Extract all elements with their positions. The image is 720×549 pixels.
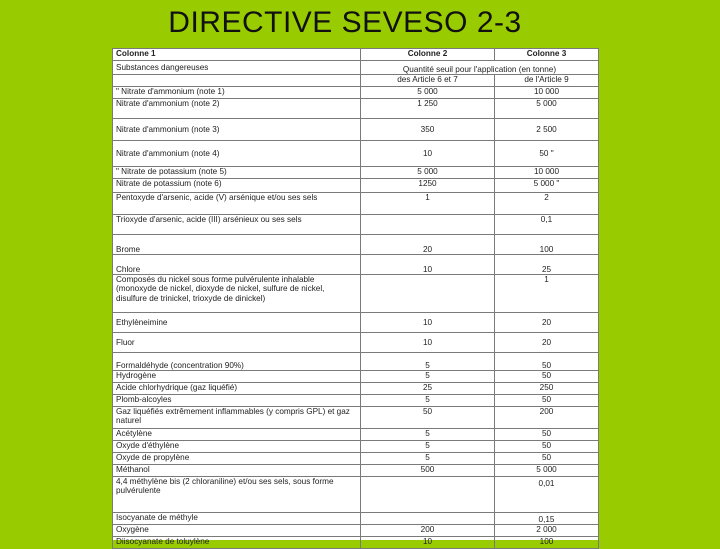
table-row	[113, 333, 599, 353]
cell-substance: " Nitrate d'ammonium (note 1)	[113, 87, 361, 99]
cell-col3: 50	[495, 453, 599, 465]
table-row	[113, 87, 599, 99]
cell-col3: 0,1	[495, 215, 599, 235]
table-row	[113, 167, 599, 179]
cell-col2: 5 000	[361, 87, 495, 99]
table-subheader-row	[113, 61, 599, 75]
cell-col3: 0,15	[495, 513, 599, 525]
cell-col3: 2 500	[495, 119, 599, 141]
table-row	[113, 235, 599, 255]
cell-col2: 5 000	[361, 167, 495, 179]
cell-col2: 5	[361, 429, 495, 441]
cell-substance: Nitrate d'ammonium (note 2)	[113, 99, 361, 119]
cell-col3: 0,01	[495, 477, 599, 513]
cell-col2: 500	[361, 465, 495, 477]
cell-col2: 350	[361, 119, 495, 141]
table-row	[113, 525, 599, 537]
cell-col3: 2	[495, 193, 599, 215]
cell-col2	[361, 513, 495, 525]
cell-col3: 2 000	[495, 525, 599, 537]
table-row	[113, 179, 599, 193]
table-row	[113, 119, 599, 141]
header-colonne-3: Colonne 3	[495, 49, 599, 61]
cell-col3: 50	[495, 395, 599, 407]
cell-substance: Oxyde de propylène	[113, 453, 361, 465]
cell-col2: 10	[361, 537, 495, 549]
cell-col3: 10 000	[495, 87, 599, 99]
cell-col3: 100	[495, 537, 599, 549]
cell-col3: 50	[495, 371, 599, 383]
cell-substance: Oxygène	[113, 525, 361, 537]
cell-col2: 20	[361, 235, 495, 255]
cell-col2: 25	[361, 383, 495, 395]
cell-col2: 5	[361, 453, 495, 465]
cell-substance: Pentoxyde d'arsenic, acide (V) arsénique et/ou ses sels	[113, 193, 361, 215]
cell-col3: 5 000 "	[495, 179, 599, 193]
table-row	[113, 513, 599, 525]
cell-col3: 50	[495, 441, 599, 453]
subheader-substances: Substances dangereuses	[113, 61, 361, 75]
cell-col3: 100	[495, 235, 599, 255]
header-colonne-1: Colonne 1	[113, 49, 361, 61]
cell-substance: Oxyde d'éthylène	[113, 441, 361, 453]
subheader2-c1	[113, 75, 361, 87]
table-row	[113, 407, 599, 429]
cell-col2: 200	[361, 525, 495, 537]
cell-col2: 10	[361, 141, 495, 167]
table-row	[113, 441, 599, 453]
subheader2-article-9: de l'Article 9	[495, 75, 599, 87]
table-row	[113, 477, 599, 513]
table-row	[113, 275, 599, 313]
slide-title: DIRECTIVE SEVESO 2-3	[168, 6, 522, 39]
table-row	[113, 255, 599, 275]
cell-col3: 50	[495, 429, 599, 441]
table-subheader-row-2	[113, 75, 599, 87]
cell-col2: 10	[361, 255, 495, 275]
cell-col3: 10 000	[495, 167, 599, 179]
cell-col3: 5 000	[495, 465, 599, 477]
table-row	[113, 193, 599, 215]
cell-col2: 5	[361, 353, 495, 371]
cell-substance: Méthanol	[113, 465, 361, 477]
cell-col3: 50 "	[495, 141, 599, 167]
table-row	[113, 537, 599, 549]
cell-substance: Ethylèneimine	[113, 313, 361, 333]
table-row	[113, 453, 599, 465]
cell-substance: Nitrate d'ammonium (note 4)	[113, 141, 361, 167]
cell-substance: " Nitrate de potassium (note 5)	[113, 167, 361, 179]
cell-substance: Brome	[113, 235, 361, 255]
cell-col3: 250	[495, 383, 599, 395]
cell-substance: Chlore	[113, 255, 361, 275]
cell-col2: 5	[361, 371, 495, 383]
cell-col2	[361, 215, 495, 235]
table-row	[113, 465, 599, 477]
cell-col3: 20	[495, 313, 599, 333]
cell-substance: Gaz liquéfiés extrêmement inflammables (y compris GPL) et gaz naturel	[113, 407, 361, 429]
cell-col2	[361, 477, 495, 513]
cell-col3: 5 000	[495, 99, 599, 119]
cell-substance: Nitrate d'ammonium (note 3)	[113, 119, 361, 141]
table-header-row	[113, 49, 599, 61]
subheader-quantite-seuil: Quantité seuil pour l'application (en tonne)	[361, 61, 599, 75]
cell-substance: Nitrate de potassium (note 6)	[113, 179, 361, 193]
cell-substance: Acétylène	[113, 429, 361, 441]
subheader2-article-6-7: des Article 6 et 7	[361, 75, 495, 87]
cell-col3: 20	[495, 333, 599, 353]
cell-substance: Composés du nickel sous forme pulvérulente inhalable (monoxyde de nickel, dioxyde de nickel, sulfure de nickel, disulfure de trinickel, trioxyde de dinickel)	[113, 275, 361, 313]
cell-substance: Fluor	[113, 333, 361, 353]
cell-col2: 1250	[361, 179, 495, 193]
cell-col2: 50	[361, 407, 495, 429]
cell-substance: Trioxyde d'arsenic, acide (III) arsénieux ou ses sels	[113, 215, 361, 235]
cell-substance: Hydrogène	[113, 371, 361, 383]
cell-substance: Plomb-alcoyles	[113, 395, 361, 407]
cell-col3: 200	[495, 407, 599, 429]
cell-col2: 10	[361, 333, 495, 353]
cell-col2: 5	[361, 441, 495, 453]
table-row	[113, 371, 599, 383]
table-row	[113, 353, 599, 371]
header-colonne-2: Colonne 2	[361, 49, 495, 61]
cell-col2	[361, 275, 495, 313]
cell-col2: 10	[361, 313, 495, 333]
table-row	[113, 141, 599, 167]
cell-col3: 50	[495, 353, 599, 371]
cell-col3: 25	[495, 255, 599, 275]
seveso-table-image	[112, 48, 598, 546]
cell-substance: Formaldéhyde (concentration 90%)	[113, 353, 361, 371]
table-row	[113, 215, 599, 235]
cell-col3: 1	[495, 275, 599, 313]
cell-substance: Diisocyanate de toluylène	[113, 537, 361, 549]
seveso-table	[112, 48, 599, 549]
table-row	[113, 383, 599, 395]
cell-col2: 1 250	[361, 99, 495, 119]
table-row	[113, 429, 599, 441]
table-row	[113, 99, 599, 119]
cell-substance: 4,4 méthylène bis (2 chloraniline) et/ou ses sels, sous forme pulvérulente	[113, 477, 361, 513]
cell-col2: 1	[361, 193, 495, 215]
table-row	[113, 395, 599, 407]
cell-col2: 5	[361, 395, 495, 407]
cell-substance: Isocyanate de méthyle	[113, 513, 361, 525]
cell-substance: Acide chlorhydrique (gaz liquéfié)	[113, 383, 361, 395]
table-row	[113, 313, 599, 333]
